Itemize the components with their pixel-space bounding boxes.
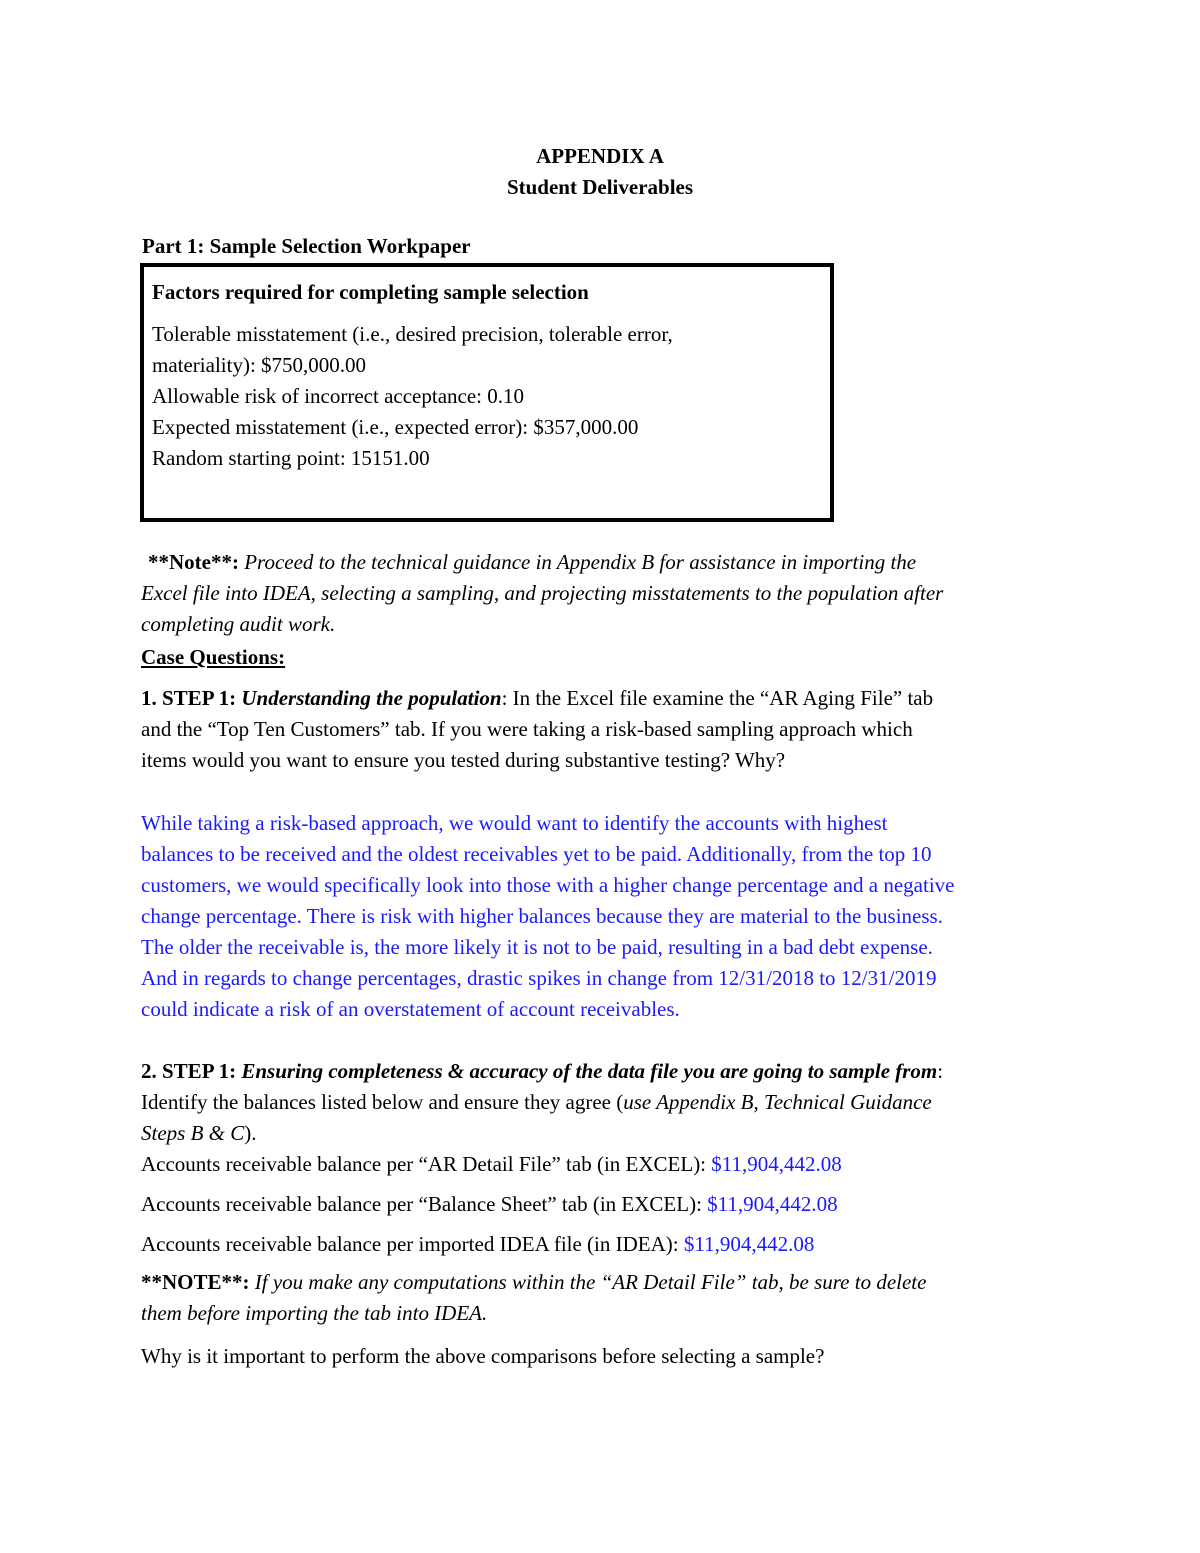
q1-number: 1. STEP 1: — [141, 686, 237, 710]
q2-topic: Ensuring completeness & accuracy of the data file you are going to sample from — [241, 1059, 938, 1083]
note2-line — [141, 1270, 926, 1295]
note-line — [148, 550, 916, 575]
balance-line — [141, 1232, 814, 1257]
note-label: **Note**: — [148, 550, 239, 574]
question-1 — [141, 686, 933, 711]
q2-text — [141, 1090, 932, 1115]
note-text: Excel file into IDEA, selecting a sampling, and projecting misstatements to the population after — [141, 581, 944, 605]
q1-topic: Understanding the population — [241, 686, 502, 710]
note-text: completing audit work. — [141, 612, 336, 636]
factor-line: materiality): $750,000.00 — [152, 353, 367, 377]
q2-colon: : — [937, 1059, 944, 1083]
balance-value: $11,904,442.08 — [707, 1192, 838, 1216]
appendix-subtitle: Student Deliverables — [506, 175, 694, 199]
answer-line: While taking a risk-based approach, we would want to identify the accounts with highest — [141, 811, 888, 835]
balance-label: Accounts receivable balance per “Balance Sheet” tab (in EXCEL): — [141, 1192, 702, 1216]
factor-line: Random starting point: 15151.00 — [152, 446, 430, 470]
case-questions-heading: Case Questions: — [141, 645, 286, 669]
note2-label: **NOTE**: — [141, 1270, 250, 1294]
balance-label: Accounts receivable balance per imported IDEA file (in IDEA): — [141, 1232, 679, 1256]
note2-text: them before importing the tab into IDEA. — [141, 1301, 488, 1325]
balance-label: Accounts receivable balance per “AR Detail File” tab (in EXCEL): — [141, 1152, 707, 1176]
answer-line: And in regards to change percentages, drastic spikes in change from 12/31/2018 to 12/31/2019 — [141, 966, 937, 990]
q2-text-plain: Identify the balances listed below and ensure they agree ( — [141, 1090, 624, 1114]
balance-line — [141, 1152, 842, 1177]
factor-line: Expected misstatement (i.e., expected error): $357,000.00 — [152, 415, 639, 439]
q2-text — [141, 1121, 257, 1146]
q1-text: and the “Top Ten Customers” tab. If you were taking a risk-based sampling approach which — [141, 717, 913, 741]
answer-line: change percentage. There is risk with higher balances because they are material to the business. — [141, 904, 943, 928]
part1-heading: Part 1: Sample Selection Workpaper — [142, 234, 471, 258]
question-2 — [141, 1059, 943, 1084]
answer-line: The older the receivable is, the more likely it is not to be paid, resulting in a bad debt expense. — [141, 935, 933, 959]
q2-text-italic: Steps B & C — [141, 1121, 245, 1145]
note-text: Proceed to the technical guidance in Appendix B for assistance in importing the — [244, 550, 917, 574]
note2-text: If you make any computations within the “AR Detail File” tab, be sure to delete — [254, 1270, 927, 1294]
answer-line: customers, we would specifically look into those with a higher change percentage and a negative — [141, 873, 955, 897]
factor-line: Tolerable misstatement (i.e., desired precision, tolerable error, — [152, 322, 673, 346]
factors-box-title: Factors required for completing sample selection — [152, 280, 589, 304]
answer-line: balances to be received and the oldest receivables yet to be paid. Additionally, from the top 10 — [141, 842, 932, 866]
q2-number: 2. STEP 1: — [141, 1059, 237, 1083]
balance-line — [141, 1192, 838, 1217]
answer-line: could indicate a risk of an overstatement of account receivables. — [141, 997, 680, 1021]
balance-value: $11,904,442.08 — [683, 1232, 815, 1256]
balance-value: $11,904,442.08 — [711, 1152, 842, 1176]
q2-text-end: ). — [244, 1121, 257, 1145]
q1-text: items would you want to ensure you tested during substantive testing? Why? — [141, 748, 786, 772]
appendix-title: APPENDIX A — [536, 144, 664, 168]
q2-question: Why is it important to perform the above comparisons before selecting a sample? — [141, 1344, 825, 1368]
q2-text-italic: use Appendix B, Technical Guidance — [623, 1090, 932, 1114]
q1-text: : In the Excel file examine the “AR Aging File” tab — [501, 686, 934, 710]
factor-line: Allowable risk of incorrect acceptance: 0.10 — [152, 384, 525, 408]
